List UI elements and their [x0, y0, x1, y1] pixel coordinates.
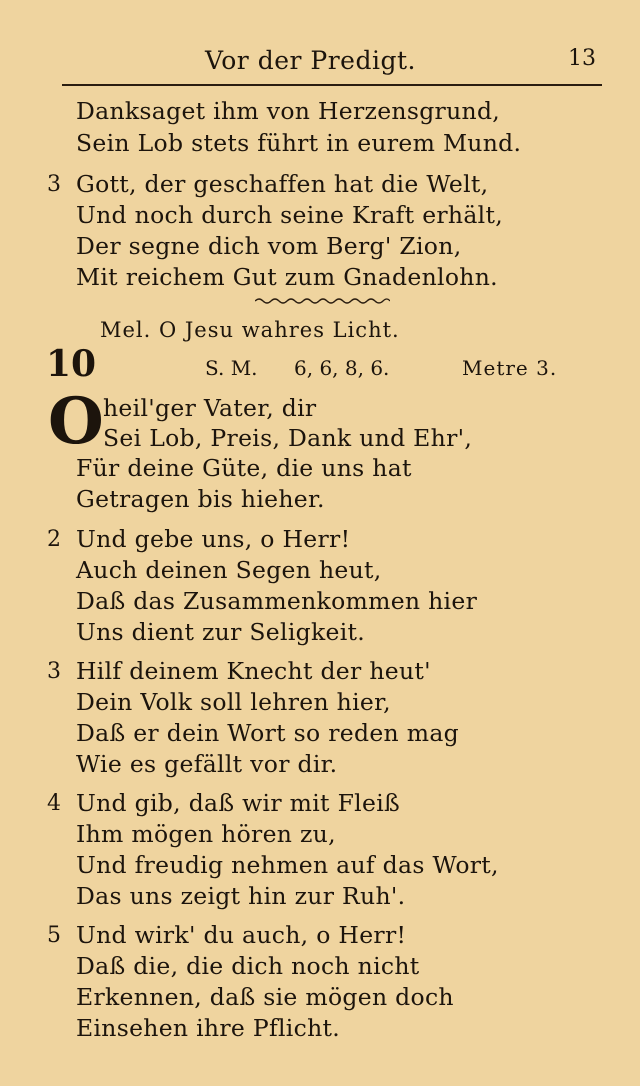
verse-line: Getragen bis hieher.: [76, 485, 325, 513]
meter-sm: S. M.: [205, 356, 258, 380]
verse-number: 2: [47, 527, 61, 552]
verse-line: Dein Volk soll lehren hier,: [76, 688, 391, 716]
verse-number: 5: [47, 923, 61, 948]
verse-line: Und noch durch seine Kraft erhält,: [76, 201, 504, 229]
verse-line: Und wirk' du auch, o Herr!: [76, 921, 407, 949]
verse-line: Wie es gefällt vor dir.: [76, 750, 338, 778]
hymn-number: 10: [46, 343, 97, 385]
verse-number: 4: [47, 791, 61, 816]
running-header: [0, 44, 640, 84]
verse-line: Und freudig nehmen auf das Wort,: [76, 851, 499, 879]
drop-cap: O: [48, 384, 104, 459]
verse-line: Das uns zeigt hin zur Ruh'.: [76, 882, 406, 910]
melody-line: Mel. O Jesu wahres Licht.: [100, 318, 400, 342]
verse-line: Und gebe uns, o Herr!: [76, 525, 351, 553]
verse-line: Und gib, daß wir mit Fleiß: [76, 789, 401, 817]
verse-line: Ihm mögen hören zu,: [76, 820, 336, 848]
verse-line: heil'ger Vater, dir: [103, 394, 317, 422]
verse-line: Auch deinen Segen heut,: [76, 556, 382, 584]
page-title: Vor der Predigt.: [205, 46, 416, 75]
verse-line: Hilf deinem Knecht der heut': [76, 657, 431, 685]
verse-line: Einsehen ihre Pflicht.: [76, 1014, 341, 1042]
meter-label: Metre 3.: [462, 356, 558, 380]
header-rule: [62, 84, 602, 86]
verse-line: Erkennen, daß sie mögen doch: [76, 983, 454, 1011]
verse-line: Daß die, die dich noch nicht: [76, 952, 420, 980]
verse-line: Uns dient zur Seligkeit.: [76, 618, 366, 646]
verse-number: 3: [47, 659, 61, 684]
wavy-divider: [255, 295, 390, 307]
verse-line: Sei Lob, Preis, Dank und Ehr',: [103, 424, 473, 452]
verse-line: Sein Lob stets führt in eurem Mund.: [76, 129, 522, 157]
meter-numbers: 6, 6, 8, 6.: [294, 356, 390, 380]
verse-line: Daß das Zusammenkommen hier: [76, 587, 478, 615]
verse-line: Daß er dein Wort so reden mag: [76, 719, 459, 747]
verse-line: Mit reichem Gut zum Gnadenlohn.: [76, 263, 498, 291]
verse-line: Für deine Güte, die uns hat: [76, 454, 412, 482]
verse-line: Der segne dich vom Berg' Zion,: [76, 232, 462, 260]
verse-line: Gott, der geschaffen hat die Welt,: [76, 170, 489, 198]
page-number: 13: [568, 46, 596, 71]
verse-number: 3: [47, 172, 61, 197]
verse-line: Danksaget ihm von Herzensgrund,: [76, 97, 501, 125]
